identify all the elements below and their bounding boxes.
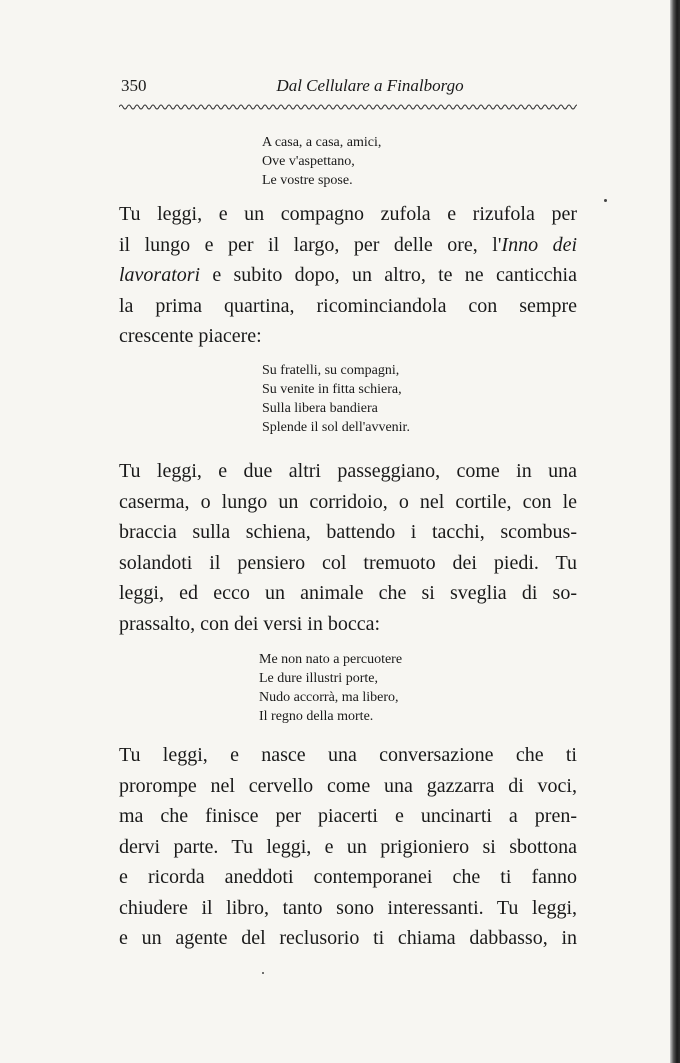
text-line: crescente piacere:: [119, 325, 262, 347]
verse-line: Nudo accorrà, ma libero,: [259, 690, 399, 705]
verse-line: Le dure illustri porte,: [259, 671, 378, 686]
paragraph-3: [119, 740, 577, 954]
text-line: caserma, o lungo un corridoio, o nel cortile, con le: [119, 490, 577, 513]
text-line: [119, 260, 577, 291]
text-line: ma che finisce per piacerti e uncinarti a pren-: [119, 805, 577, 827]
text-line: dervi parte. Tu leggi, e un prigioniero si sbottona: [119, 835, 577, 858]
verse-block-1: [262, 133, 381, 190]
verse-block-2: [262, 361, 410, 437]
text-line: solandoti il pensiero col tremuoto dei piedi. Tu: [119, 551, 577, 574]
verse-block-3: [259, 650, 402, 726]
verse-line: Su venite in fitta schiera,: [262, 382, 402, 397]
text-line: Tu leggi, e nasce una conversazione che ti: [119, 744, 577, 766]
verse-line: Ove v'aspettano,: [262, 154, 355, 169]
italic-title: lavoratori: [119, 264, 201, 286]
italic-title: Inno dei: [501, 233, 578, 256]
text-line: Tu leggi, e due altri passeggiano, come in una: [119, 460, 577, 482]
text-line: braccia sulla schiena, battendo i tacchi, scombus-: [119, 521, 577, 543]
page-edge-shadow: [670, 0, 680, 1063]
verse-line: Su fratelli, su compagni,: [262, 363, 400, 378]
text-line: [119, 230, 577, 261]
print-speck: [262, 972, 264, 974]
verse-line: Me non nato a percuotere: [259, 652, 403, 667]
text-line: chiudere il libro, tanto sono interessanti. Tu leggi,: [119, 896, 577, 919]
text-line: Tu leggi, e un compagno zufola e rizufola per: [119, 203, 577, 225]
verse-line: Splende il sol dell'avvenir.: [262, 420, 410, 435]
verse-line: A casa, a casa, amici,: [262, 135, 382, 150]
text-segment: e subito dopo, un altro, te ne canticchia: [200, 264, 577, 286]
text-line: prorompe nel cervello come una gazzarra di voci,: [119, 774, 577, 797]
paragraph-2: [119, 456, 577, 639]
running-title: Dal Cellulare a Finalborgo: [276, 76, 464, 95]
verse-line: Sulla libera bandiera: [262, 401, 378, 416]
verse-line: Il regno della morte.: [259, 709, 374, 724]
print-speck: [604, 199, 607, 202]
text-line: la prima quartina, ricominciandola con sempre: [119, 294, 577, 317]
verse-line: Le vostre spose.: [262, 173, 353, 188]
text-segment: il lungo e per il largo, per delle ore, l': [119, 233, 502, 256]
page-number: 350: [121, 76, 147, 95]
text-line: e ricorda aneddoti contemporanei che ti fanno: [119, 866, 577, 888]
text-line: e un agente del reclusorio ti chiama dabbasso, in: [119, 927, 577, 949]
text-line: leggi, ed ecco un animale che si sveglia di so-: [119, 582, 577, 604]
text-line: prassalto, con dei versi in bocca:: [119, 612, 381, 635]
paragraph-1: [119, 199, 577, 352]
decorative-wavy-rule: [119, 102, 577, 112]
